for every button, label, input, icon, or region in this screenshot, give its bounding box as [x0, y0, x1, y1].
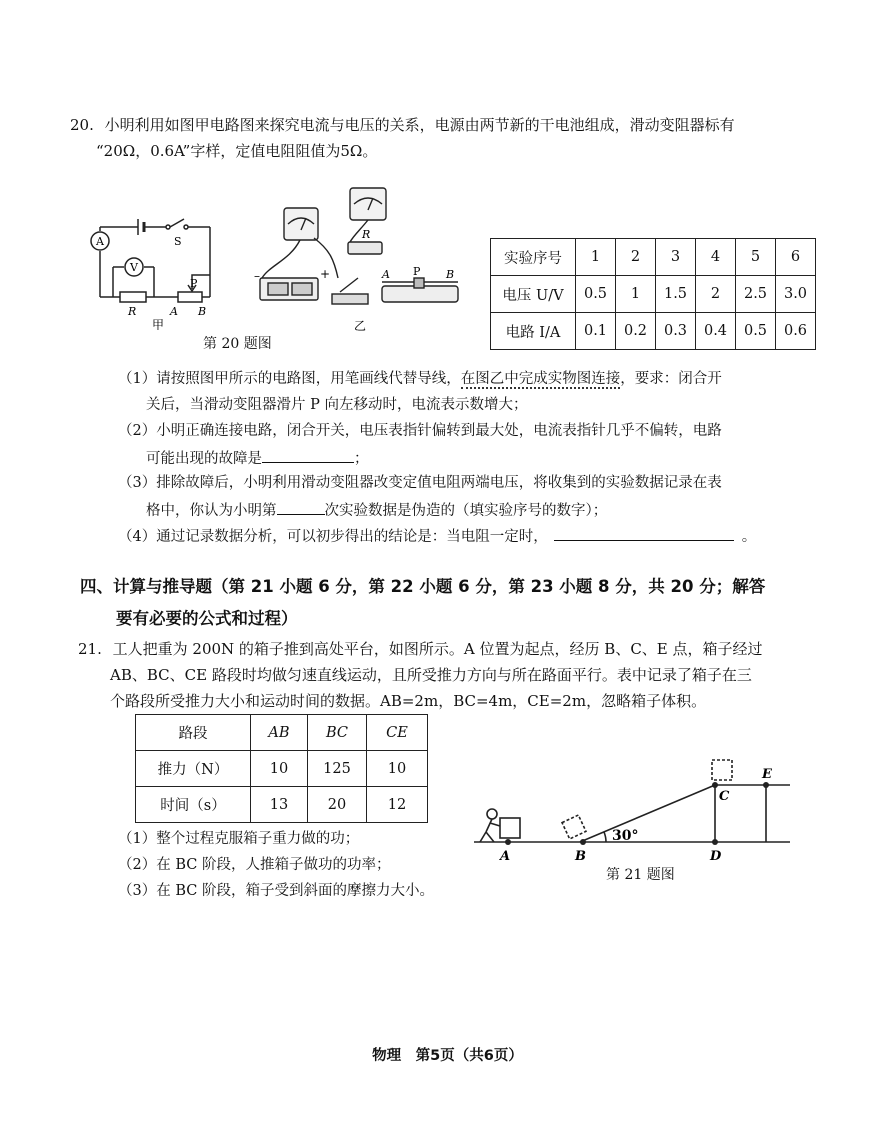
equipment-drawing	[250, 180, 465, 335]
q20-sub2-text: 可能出现的故障是	[146, 451, 262, 467]
table-header: 电路 I/A	[491, 313, 576, 350]
q21-stem-3: 个路段所受推力大小和运动时间的数据。AB=2m，BC=4m，CE=2m，忽略箱子体积。	[110, 692, 707, 710]
table-cell: 0.2	[616, 313, 656, 350]
table-cell: 20	[308, 787, 367, 823]
point-d-label: D	[710, 849, 722, 864]
table-header: AB	[251, 715, 308, 751]
q20-stem-1: 小明利用如图甲电路图来探究电流与电压的关系，电源由两节新的干电池组成，滑动变阻器标有	[104, 116, 735, 134]
table-cell: 0.1	[576, 313, 616, 350]
q20-sub2-end: ；	[354, 451, 369, 467]
angle-label: 30°	[612, 828, 639, 844]
q21-number: 21.	[78, 640, 102, 658]
q21-stem-2: AB、BC、CE 路段时均做匀速直线运动，且所受推力方向与所在路面平行。表中记录了箱子在三	[110, 666, 752, 684]
ramp-figure	[470, 752, 800, 864]
table-header: 路段	[136, 715, 251, 751]
table-cell: 1	[616, 276, 656, 313]
table-cell: 2.5	[736, 276, 776, 313]
q21-sub1: （1）整个过程克服箱子重力做的功；	[118, 831, 360, 847]
table-cell: 1.5	[656, 276, 696, 313]
table-cell: 0.6	[776, 313, 816, 350]
voltmeter-label: V	[130, 261, 138, 274]
section4-heading-line2: 要有必要的公式和过程）	[116, 609, 298, 628]
table-cell: 0.4	[696, 313, 736, 350]
table-cell: 0.3	[656, 313, 696, 350]
section4-heading-line1: 四、计算与推导题（第 21 小题 6 分，第 22 小题 6 分，第 23 小题 8 分，共 20 分；解答	[80, 577, 766, 596]
table-header: CE	[367, 715, 428, 751]
q20-figure-caption: 第 20 题图	[203, 336, 272, 352]
circuit-diagram	[80, 205, 230, 330]
conclusion-answer-blank[interactable]	[554, 522, 734, 541]
table-cell: 10	[251, 751, 308, 787]
table-header: 电压 U/V	[491, 276, 576, 313]
battery-plus-label: +	[320, 267, 331, 281]
q20-sub1-text-a: （1）请按照图甲所示的电路图，用笔画线代替导线，	[118, 371, 461, 387]
table-cell: 0.5	[576, 276, 616, 313]
fake-data-answer-blank[interactable]	[277, 496, 325, 515]
table-cell: 13	[251, 787, 308, 823]
table-cell: 时间（s）	[136, 787, 251, 823]
page-footer: 物理 第5页（共6页）	[372, 1048, 523, 1064]
q20-number: 20.	[70, 116, 94, 134]
q20-sub1-text-c: ，要求：闭合开	[620, 371, 722, 387]
rheostat-b-label: B	[446, 268, 455, 281]
table-cell: 3.0	[776, 276, 816, 313]
q21-data-table	[135, 714, 428, 823]
point-b-label: B	[575, 849, 586, 864]
table-cell: 1	[576, 239, 616, 276]
switch-label: S	[174, 235, 182, 248]
table-cell: 0.5	[736, 313, 776, 350]
q20-sub3-text-a: 格中，你认为小明第	[146, 503, 277, 519]
q20-sub3-line1: （3）排除故障后，小明利用滑动变阻器改变定值电阻两端电压，将收集到的实验数据记录在表	[118, 475, 722, 491]
point-a-label: A	[500, 849, 511, 864]
end-a-label: A	[170, 305, 178, 318]
table-cell: 5	[736, 239, 776, 276]
q21-stem-1: 工人把重为 200N 的箱子推到高处平台，如图所示。A 位置为起点，经历 B、C、E 点，箱子经过	[112, 640, 763, 658]
slider-label: P	[190, 277, 198, 290]
q20-sub4-text: （4）通过记录数据分析，可以初步得出的结论是：当电阻一定时，	[118, 529, 548, 545]
table-cell: 4	[696, 239, 736, 276]
q20-sub3-text-b: 次实验数据是伪造的（填实验序号的数字）；	[324, 503, 608, 519]
fault-answer-blank[interactable]	[262, 444, 354, 463]
rheostat-p-label: P	[413, 265, 421, 278]
resistor-r-label: R	[362, 228, 371, 241]
table-cell: 推力（N）	[136, 751, 251, 787]
table-cell: 2	[696, 276, 736, 313]
table-cell: 10	[367, 751, 428, 787]
q20-sub4-end: 。	[741, 529, 757, 545]
ammeter-label: A	[96, 235, 104, 248]
battery-minus-label: –	[254, 269, 260, 283]
circuit-name: 甲	[152, 318, 165, 330]
q20-stem-2: “20Ω，0.6A”字样，定值电阻阻值为5Ω。	[96, 142, 378, 160]
q21-sub3: （3）在 BC 阶段，箱子受到斜面的摩擦力大小。	[118, 883, 434, 899]
table-cell: 125	[308, 751, 367, 787]
q20-sub4	[118, 522, 756, 550]
q21-figure-caption: 第 21 题图	[606, 867, 675, 883]
q20-sub3-line2	[146, 496, 607, 524]
q20-sub2-line1: （2）小明正确连接电路，闭合开关，电压表指针偏转到最大处，电流表指针几乎不偏转，电路	[118, 423, 722, 439]
q20-sub1-emphasis: 在图乙中完成实物图连接	[460, 371, 621, 387]
q20-line1	[70, 112, 735, 138]
table-cell: 12	[367, 787, 428, 823]
resistor-label: R	[128, 305, 137, 318]
q21-line1	[78, 636, 763, 662]
q20-sub1-line1	[118, 366, 722, 392]
equipment-name: 乙	[354, 319, 367, 333]
end-b-label: B	[198, 305, 207, 318]
table-cell: 6	[776, 239, 816, 276]
q20-data-table	[490, 238, 816, 350]
table-header: 实验序号	[491, 239, 576, 276]
table-header: BC	[308, 715, 367, 751]
table-cell: 3	[656, 239, 696, 276]
table-cell: 2	[616, 239, 656, 276]
q20-sub1-line2: 关后，当滑动变阻器滑片 P 向左移动时，电流表示数增大；	[146, 397, 528, 413]
point-c-label: C	[719, 789, 730, 804]
point-e-label: E	[762, 767, 772, 782]
q21-sub2: （2）在 BC 阶段，人推箱子做功的功率；	[118, 857, 391, 873]
rheostat-a-label: A	[382, 268, 390, 281]
q20-sub2-line2	[146, 444, 369, 472]
